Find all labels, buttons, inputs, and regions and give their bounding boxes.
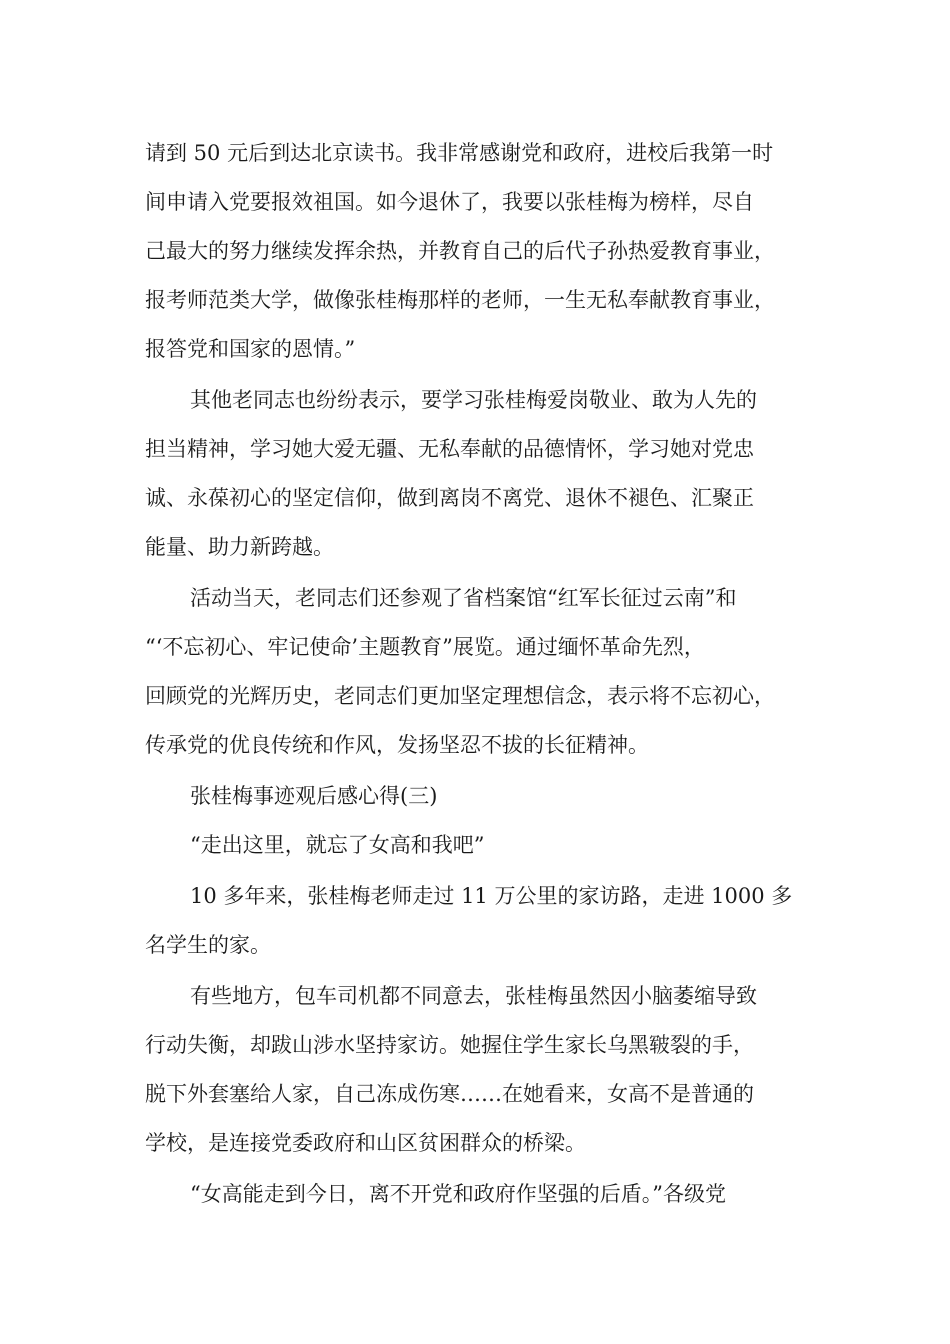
- text-line: 诚、永葆初心的坚定信仰，做到离岗不离党、退休不褪色、汇聚正: [145, 486, 754, 510]
- text-line: 学校，是连接党委政府和山区贫困群众的桥梁。: [145, 1131, 586, 1155]
- text-line: 报考师范类大学，做像张桂梅那样的老师，一生无私奉献教育事业，: [145, 288, 775, 312]
- text-line: 行动失衡，却跋山涉水坚持家访。她握住学生家长乌黑皲裂的手，: [145, 1033, 754, 1057]
- text-line: 有些地方，包车司机都不同意去，张桂梅虽然因小脑萎缩导致: [190, 984, 757, 1008]
- text-line: 回顾党的光辉历史，老同志们更加坚定理想信念，表示将不忘初心，: [145, 684, 775, 708]
- text-line: 名学生的家。: [145, 933, 271, 957]
- text-line: 请到 50 元后到达北京读书。我非常感谢党和政府，进校后我第一时: [145, 141, 774, 165]
- subheading-quote: “走出这里，就忘了女高和我吧”: [190, 833, 485, 857]
- section-heading: 张桂梅事迹观后感心得(三): [190, 784, 438, 808]
- text-line: 能量、助力新跨越。: [145, 535, 334, 559]
- text-line: 报答党和国家的恩情。”: [145, 337, 356, 361]
- text-line: “女高能走到今日，离不开党和政府作坚强的后盾。”各级党: [190, 1182, 726, 1206]
- text-line: “‘不忘初心、牢记使命’主题教育”展览。通过缅怀革命先烈，: [145, 635, 705, 659]
- text-line: 活动当天，老同志们还参观了省档案馆“红军长征过云南”和: [190, 586, 737, 610]
- text-line: 间申请入党要报效祖国。如今退休了，我要以张桂梅为榜样，尽自: [145, 190, 754, 214]
- text-line: 己最大的努力继续发挥余热，并教育自己的后代子孙热爱教育事业，: [145, 239, 775, 263]
- text-line: 脱下外套塞给人家，自己冻成伤寒……在她看来，女高不是普通的: [145, 1082, 754, 1106]
- text-line: 10 多年来，张桂梅老师走过 11 万公里的家访路，走进 1000 多: [190, 884, 793, 908]
- text-line: 传承党的优良传统和作风，发扬坚忍不拔的长征精神。: [145, 733, 649, 757]
- text-line: 担当精神，学习她大爱无疆、无私奉献的品德情怀，学习她对党忠: [145, 437, 754, 461]
- text-line: 其他老同志也纷纷表示，要学习张桂梅爱岗敬业、敢为人先的: [190, 388, 757, 412]
